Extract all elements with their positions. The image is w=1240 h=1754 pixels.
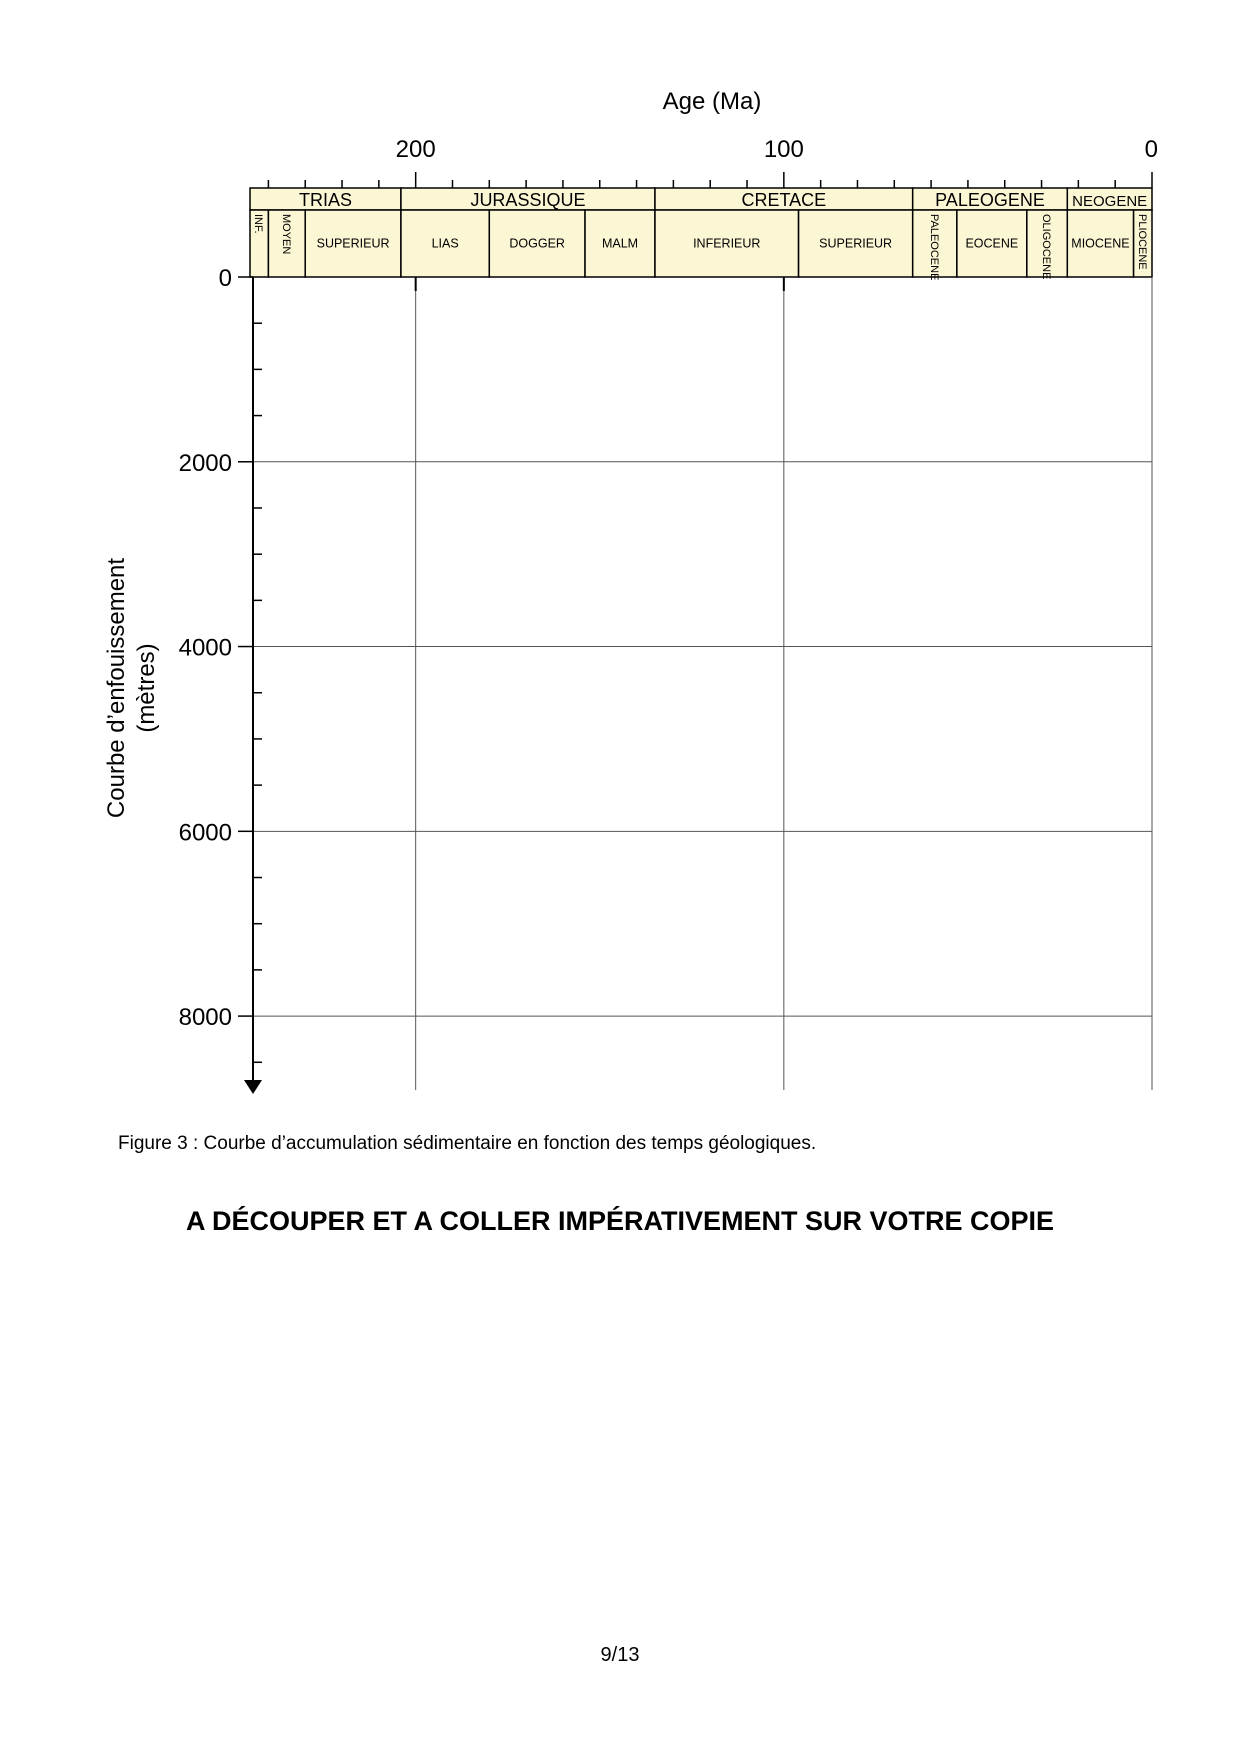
period-label: TRIAS [298, 190, 352, 210]
y-tick-label: 8000 [178, 1004, 232, 1032]
y-axis-title [103, 558, 160, 818]
epoch-label: OLIGOCENE [1040, 214, 1053, 280]
y-axis-title-line1: Courbe d’enfouissement [103, 557, 130, 819]
y-tick-label: 2000 [178, 449, 232, 477]
period-label: CRETACE [741, 190, 827, 210]
axes [179, 136, 1158, 1094]
epoch-label: PLIOCENE [1135, 214, 1148, 270]
epoch-label: MOYEN [279, 214, 292, 255]
epoch-label: EOCENE [965, 236, 1019, 251]
epoch-label: INF. [252, 214, 265, 234]
stratigraphic-column [250, 188, 1152, 280]
x-tick-label: 100 [763, 136, 804, 163]
y-tick-label: 6000 [178, 819, 232, 847]
epoch-label: SUPERIEUR [819, 236, 893, 251]
cut-and-paste-instruction: A DÉCOUPER ET A COLLER IMPÉRATIVEMENT SUR VOTRE COPIE [185, 1206, 1055, 1236]
epoch-label: INFERIEUR [693, 236, 761, 251]
y-axis-title-line2: (mètres) [133, 643, 160, 733]
epoch-label: PALEOCENE [927, 214, 940, 281]
epoch-label: MALM [601, 236, 639, 251]
x-axis-title: Age (Ma) [662, 88, 762, 115]
epoch-label: LIAS [431, 236, 459, 251]
period-label: PALEOGENE [935, 190, 1045, 210]
x-tick-label: 200 [395, 136, 436, 163]
epoch-label: SUPERIEUR [316, 236, 390, 251]
page-number: 9/13 [600, 1644, 640, 1666]
plot-grid [253, 277, 1152, 1090]
y-tick-label: 0 [218, 265, 232, 292]
y-tick-label: 4000 [178, 634, 232, 662]
x-tick-label: 0 [1144, 136, 1158, 163]
epoch-label: DOGGER [509, 236, 565, 251]
period-label: JURASSIQUE [470, 190, 586, 210]
period-label: NEOGENE [1072, 193, 1148, 210]
y-axis-arrow-icon [244, 1080, 262, 1094]
epoch-label: MIOCENE [1071, 236, 1130, 251]
figure-caption: Figure 3 : Courbe d’accumulation sédimentaire en fonction des temps géologiques. [118, 1133, 817, 1154]
